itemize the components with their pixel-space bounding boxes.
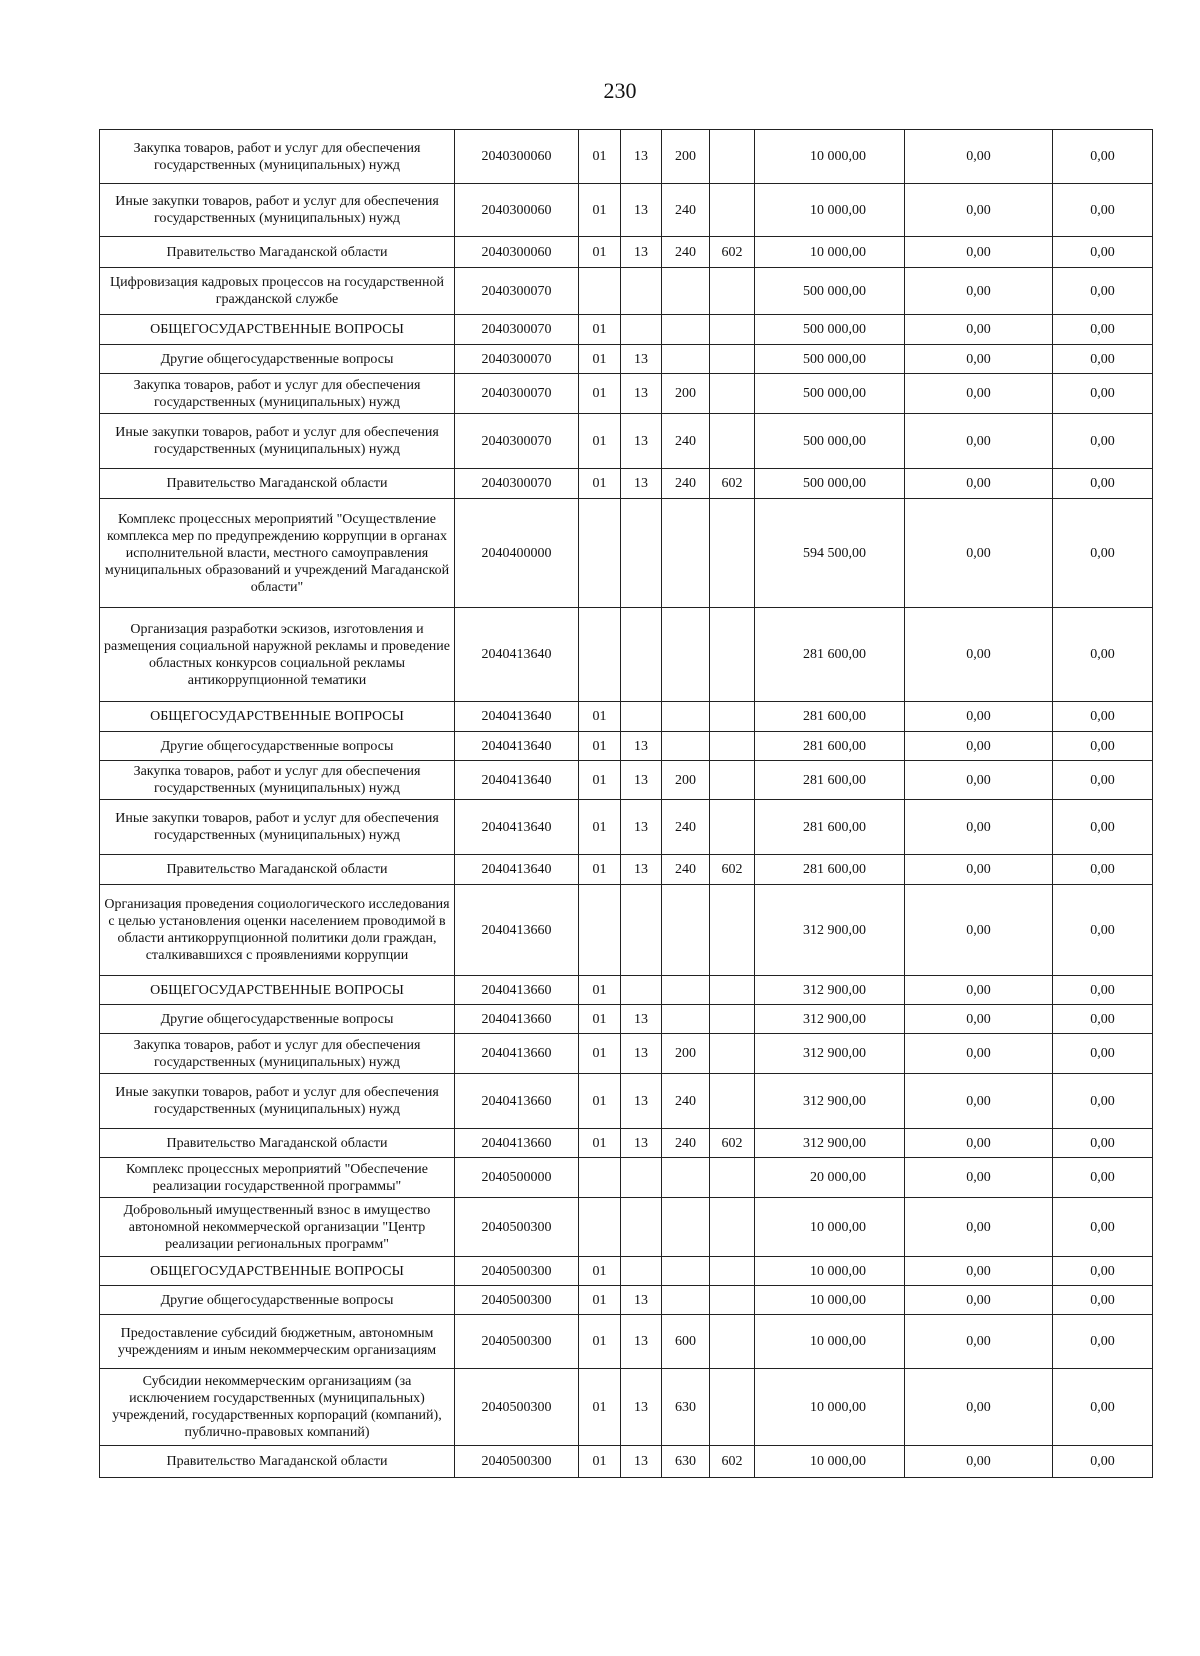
table-row xyxy=(100,976,1153,1005)
row-grbs-cell xyxy=(710,1158,755,1198)
row-grbs-cell: 602 xyxy=(710,855,755,885)
row-amount3-cell: 0,00 xyxy=(1053,1446,1153,1478)
row-expense-type-cell xyxy=(662,268,710,315)
row-expense-type-cell xyxy=(662,1286,710,1315)
row-section-cell: 01 xyxy=(579,732,621,761)
page-number: 230 xyxy=(603,78,637,103)
row-section-cell: 01 xyxy=(579,1286,621,1315)
row-expense-type-cell: 200 xyxy=(662,1034,710,1074)
row-amount-cell: 500 000,00 xyxy=(755,315,905,345)
row-amount2-cell: 0,00 xyxy=(905,976,1053,1005)
table-row xyxy=(100,1257,1153,1286)
row-expense-type-cell xyxy=(662,702,710,732)
row-grbs-cell: 602 xyxy=(710,237,755,268)
row-code-cell: 2040413640 xyxy=(455,608,579,702)
row-subsection-cell: 13 xyxy=(621,1369,662,1446)
row-subsection-cell xyxy=(621,1198,662,1257)
row-amount3-cell: 0,00 xyxy=(1053,1074,1153,1129)
row-subsection-cell: 13 xyxy=(621,1286,662,1315)
row-amount3-cell: 0,00 xyxy=(1053,608,1153,702)
table-row xyxy=(100,374,1153,414)
row-expense-type-cell xyxy=(662,608,710,702)
table-row xyxy=(100,345,1153,374)
row-amount-cell: 10 000,00 xyxy=(755,1198,905,1257)
row-subsection-cell: 13 xyxy=(621,1446,662,1478)
row-amount-cell: 281 600,00 xyxy=(755,732,905,761)
row-amount3-cell: 0,00 xyxy=(1053,1315,1153,1369)
row-expense-type-cell xyxy=(662,976,710,1005)
row-section-cell: 01 xyxy=(579,414,621,469)
row-name-cell: ОБЩЕГОСУДАРСТВЕННЫЕ ВОПРОСЫ xyxy=(100,976,455,1005)
table-row xyxy=(100,499,1153,608)
row-amount3-cell: 0,00 xyxy=(1053,499,1153,608)
row-expense-type-cell xyxy=(662,1158,710,1198)
table-body xyxy=(100,130,1153,1478)
row-subsection-cell xyxy=(621,499,662,608)
row-grbs-cell xyxy=(710,1005,755,1034)
row-grbs-cell xyxy=(710,1198,755,1257)
row-name-cell: Комплекс процессных мероприятий "Осуществление комплекса мер по предупреждению коррупции в органах исполнительной власти, местного самоуправления муниципальных образований и учреждений Магаданской области" xyxy=(100,499,455,608)
row-amount-cell: 500 000,00 xyxy=(755,414,905,469)
row-amount3-cell: 0,00 xyxy=(1053,414,1153,469)
row-grbs-cell xyxy=(710,761,755,800)
row-code-cell: 2040500300 xyxy=(455,1369,579,1446)
row-name-cell: Иные закупки товаров, работ и услуг для обеспечения государственных (муниципальных) нужд xyxy=(100,184,455,237)
row-name-cell: Закупка товаров, работ и услуг для обеспечения государственных (муниципальных) нужд xyxy=(100,761,455,800)
row-section-cell xyxy=(579,1158,621,1198)
row-section-cell: 01 xyxy=(579,237,621,268)
table-row xyxy=(100,702,1153,732)
row-amount3-cell: 0,00 xyxy=(1053,345,1153,374)
row-subsection-cell: 13 xyxy=(621,1074,662,1129)
row-code-cell: 2040300060 xyxy=(455,237,579,268)
row-code-cell: 2040500300 xyxy=(455,1315,579,1369)
row-subsection-cell xyxy=(621,608,662,702)
row-subsection-cell: 13 xyxy=(621,800,662,855)
row-amount3-cell: 0,00 xyxy=(1053,1129,1153,1158)
row-amount2-cell: 0,00 xyxy=(905,1005,1053,1034)
row-name-cell: Правительство Магаданской области xyxy=(100,1446,455,1478)
row-grbs-cell xyxy=(710,702,755,732)
row-expense-type-cell: 240 xyxy=(662,855,710,885)
row-expense-type-cell: 200 xyxy=(662,761,710,800)
row-expense-type-cell xyxy=(662,1257,710,1286)
row-name-cell: Правительство Магаданской области xyxy=(100,1129,455,1158)
row-subsection-cell: 13 xyxy=(621,1034,662,1074)
row-subsection-cell: 13 xyxy=(621,414,662,469)
row-amount-cell: 312 900,00 xyxy=(755,976,905,1005)
row-code-cell: 2040400000 xyxy=(455,499,579,608)
row-grbs-cell xyxy=(710,130,755,184)
row-expense-type-cell: 240 xyxy=(662,237,710,268)
row-amount-cell: 312 900,00 xyxy=(755,885,905,976)
row-amount3-cell: 0,00 xyxy=(1053,1369,1153,1446)
row-code-cell: 2040300070 xyxy=(455,268,579,315)
row-amount-cell: 281 600,00 xyxy=(755,800,905,855)
row-amount2-cell: 0,00 xyxy=(905,345,1053,374)
row-amount2-cell: 0,00 xyxy=(905,800,1053,855)
row-grbs-cell xyxy=(710,374,755,414)
row-amount-cell: 10 000,00 xyxy=(755,1315,905,1369)
row-code-cell: 2040413660 xyxy=(455,976,579,1005)
row-code-cell: 2040500300 xyxy=(455,1257,579,1286)
row-name-cell: Организация разработки эскизов, изготовления и размещения социальной наружной рекламы и проведение областных конкурсов социальной рекламы антикоррупционной тематики xyxy=(100,608,455,702)
row-subsection-cell: 13 xyxy=(621,469,662,499)
row-grbs-cell xyxy=(710,268,755,315)
table-row xyxy=(100,130,1153,184)
row-subsection-cell: 13 xyxy=(621,732,662,761)
table-row xyxy=(100,414,1153,469)
table-row xyxy=(100,1158,1153,1198)
row-grbs-cell xyxy=(710,1074,755,1129)
row-amount3-cell: 0,00 xyxy=(1053,1286,1153,1315)
row-grbs-cell xyxy=(710,885,755,976)
row-name-cell: Закупка товаров, работ и услуг для обеспечения государственных (муниципальных) нужд xyxy=(100,130,455,184)
row-amount3-cell: 0,00 xyxy=(1053,469,1153,499)
row-subsection-cell xyxy=(621,268,662,315)
row-grbs-cell xyxy=(710,608,755,702)
row-amount-cell: 500 000,00 xyxy=(755,345,905,374)
row-expense-type-cell xyxy=(662,345,710,374)
row-name-cell: Комплекс процессных мероприятий "Обеспечение реализации государственной программы" xyxy=(100,1158,455,1198)
row-code-cell: 2040413660 xyxy=(455,1005,579,1034)
row-code-cell: 2040300070 xyxy=(455,414,579,469)
row-expense-type-cell: 200 xyxy=(662,130,710,184)
row-amount2-cell: 0,00 xyxy=(905,1074,1053,1129)
row-amount2-cell: 0,00 xyxy=(905,184,1053,237)
row-section-cell: 01 xyxy=(579,702,621,732)
row-expense-type-cell xyxy=(662,1005,710,1034)
row-grbs-cell xyxy=(710,1257,755,1286)
row-section-cell: 01 xyxy=(579,130,621,184)
row-amount2-cell: 0,00 xyxy=(905,608,1053,702)
row-amount2-cell: 0,00 xyxy=(905,315,1053,345)
row-amount-cell: 594 500,00 xyxy=(755,499,905,608)
row-name-cell: Правительство Магаданской области xyxy=(100,469,455,499)
row-section-cell: 01 xyxy=(579,976,621,1005)
table-row xyxy=(100,1198,1153,1257)
row-expense-type-cell: 630 xyxy=(662,1446,710,1478)
row-code-cell: 2040300070 xyxy=(455,374,579,414)
row-expense-type-cell xyxy=(662,315,710,345)
row-amount2-cell: 0,00 xyxy=(905,1034,1053,1074)
table-row xyxy=(100,885,1153,976)
row-expense-type-cell xyxy=(662,732,710,761)
row-section-cell: 01 xyxy=(579,1034,621,1074)
row-code-cell: 2040413660 xyxy=(455,1034,579,1074)
row-amount3-cell: 0,00 xyxy=(1053,761,1153,800)
row-expense-type-cell xyxy=(662,885,710,976)
row-amount3-cell: 0,00 xyxy=(1053,1034,1153,1074)
row-section-cell: 01 xyxy=(579,1315,621,1369)
budget-table xyxy=(99,129,1153,1478)
row-section-cell: 01 xyxy=(579,345,621,374)
row-section-cell: 01 xyxy=(579,184,621,237)
row-amount2-cell: 0,00 xyxy=(905,469,1053,499)
row-code-cell: 2040413660 xyxy=(455,1074,579,1129)
row-code-cell: 2040300070 xyxy=(455,315,579,345)
row-section-cell: 01 xyxy=(579,1369,621,1446)
table-row xyxy=(100,1074,1153,1129)
row-expense-type-cell: 240 xyxy=(662,184,710,237)
row-name-cell: Закупка товаров, работ и услуг для обеспечения государственных (муниципальных) нужд xyxy=(100,1034,455,1074)
row-amount3-cell: 0,00 xyxy=(1053,374,1153,414)
row-subsection-cell xyxy=(621,885,662,976)
row-amount2-cell: 0,00 xyxy=(905,1315,1053,1369)
row-amount2-cell: 0,00 xyxy=(905,1369,1053,1446)
row-amount-cell: 281 600,00 xyxy=(755,702,905,732)
row-amount3-cell: 0,00 xyxy=(1053,237,1153,268)
row-code-cell: 2040300060 xyxy=(455,130,579,184)
row-name-cell: Другие общегосударственные вопросы xyxy=(100,1286,455,1315)
row-subsection-cell: 13 xyxy=(621,345,662,374)
row-grbs-cell xyxy=(710,1034,755,1074)
row-section-cell xyxy=(579,1198,621,1257)
row-amount-cell: 10 000,00 xyxy=(755,1286,905,1315)
row-section-cell: 01 xyxy=(579,855,621,885)
row-expense-type-cell: 600 xyxy=(662,1315,710,1369)
row-name-cell: Предоставление субсидий бюджетным, автономным учреждениям и иным некоммерческим организациям xyxy=(100,1315,455,1369)
row-amount-cell: 312 900,00 xyxy=(755,1034,905,1074)
row-grbs-cell xyxy=(710,1369,755,1446)
row-amount2-cell: 0,00 xyxy=(905,732,1053,761)
row-name-cell: ОБЩЕГОСУДАРСТВЕННЫЕ ВОПРОСЫ xyxy=(100,315,455,345)
row-section-cell: 01 xyxy=(579,800,621,855)
row-name-cell: Цифровизация кадровых процессов на государственной гражданской службе xyxy=(100,268,455,315)
row-expense-type-cell xyxy=(662,1198,710,1257)
row-expense-type-cell: 240 xyxy=(662,414,710,469)
row-amount2-cell: 0,00 xyxy=(905,374,1053,414)
row-amount2-cell: 0,00 xyxy=(905,414,1053,469)
row-amount-cell: 500 000,00 xyxy=(755,374,905,414)
row-section-cell: 01 xyxy=(579,315,621,345)
row-grbs-cell: 602 xyxy=(710,469,755,499)
row-amount2-cell: 0,00 xyxy=(905,237,1053,268)
row-code-cell: 2040413640 xyxy=(455,761,579,800)
row-name-cell: Субсидии некоммерческим организациям (за исключением государственных (муниципальных) учреждений, государственных корпораций (компаний), публично-правовых компаний) xyxy=(100,1369,455,1446)
table-row xyxy=(100,608,1153,702)
row-amount-cell: 20 000,00 xyxy=(755,1158,905,1198)
row-section-cell: 01 xyxy=(579,1005,621,1034)
row-amount2-cell: 0,00 xyxy=(905,1257,1053,1286)
table-row xyxy=(100,1369,1153,1446)
row-subsection-cell: 13 xyxy=(621,761,662,800)
row-amount3-cell: 0,00 xyxy=(1053,800,1153,855)
row-grbs-cell xyxy=(710,184,755,237)
row-grbs-cell xyxy=(710,800,755,855)
table-row xyxy=(100,1034,1153,1074)
row-code-cell: 2040300070 xyxy=(455,469,579,499)
row-section-cell: 01 xyxy=(579,1129,621,1158)
row-grbs-cell xyxy=(710,1286,755,1315)
row-expense-type-cell: 240 xyxy=(662,469,710,499)
row-subsection-cell: 13 xyxy=(621,184,662,237)
row-name-cell: Другие общегосударственные вопросы xyxy=(100,345,455,374)
row-code-cell: 2040413660 xyxy=(455,885,579,976)
row-grbs-cell xyxy=(710,414,755,469)
row-expense-type-cell: 630 xyxy=(662,1369,710,1446)
row-section-cell: 01 xyxy=(579,1074,621,1129)
row-grbs-cell: 602 xyxy=(710,1129,755,1158)
row-amount3-cell: 0,00 xyxy=(1053,268,1153,315)
row-amount-cell: 10 000,00 xyxy=(755,1369,905,1446)
row-amount2-cell: 0,00 xyxy=(905,130,1053,184)
row-amount2-cell: 0,00 xyxy=(905,702,1053,732)
row-section-cell xyxy=(579,268,621,315)
row-section-cell: 01 xyxy=(579,761,621,800)
row-amount2-cell: 0,00 xyxy=(905,1158,1053,1198)
row-grbs-cell xyxy=(710,976,755,1005)
row-subsection-cell: 13 xyxy=(621,374,662,414)
row-name-cell: Другие общегосударственные вопросы xyxy=(100,1005,455,1034)
row-section-cell xyxy=(579,499,621,608)
row-amount3-cell: 0,00 xyxy=(1053,732,1153,761)
row-section-cell xyxy=(579,885,621,976)
row-name-cell: Добровольный имущественный взнос в имущество автономной некоммерческой организации "Центр реализации региональных программ" xyxy=(100,1198,455,1257)
row-grbs-cell xyxy=(710,732,755,761)
row-subsection-cell: 13 xyxy=(621,237,662,268)
row-amount3-cell: 0,00 xyxy=(1053,1198,1153,1257)
row-subsection-cell: 13 xyxy=(621,855,662,885)
row-amount-cell: 10 000,00 xyxy=(755,130,905,184)
row-amount-cell: 281 600,00 xyxy=(755,855,905,885)
row-amount3-cell: 0,00 xyxy=(1053,976,1153,1005)
row-grbs-cell xyxy=(710,499,755,608)
row-subsection-cell xyxy=(621,315,662,345)
row-amount-cell: 312 900,00 xyxy=(755,1074,905,1129)
row-amount3-cell: 0,00 xyxy=(1053,885,1153,976)
row-subsection-cell xyxy=(621,1257,662,1286)
row-amount-cell: 10 000,00 xyxy=(755,184,905,237)
row-amount-cell: 281 600,00 xyxy=(755,608,905,702)
row-amount2-cell: 0,00 xyxy=(905,1198,1053,1257)
row-amount2-cell: 0,00 xyxy=(905,268,1053,315)
table-row xyxy=(100,761,1153,800)
row-amount-cell: 10 000,00 xyxy=(755,237,905,268)
row-code-cell: 2040413640 xyxy=(455,702,579,732)
row-grbs-cell xyxy=(710,315,755,345)
row-expense-type-cell: 240 xyxy=(662,800,710,855)
row-section-cell: 01 xyxy=(579,1446,621,1478)
table-row xyxy=(100,855,1153,885)
row-amount-cell: 10 000,00 xyxy=(755,1257,905,1286)
row-expense-type-cell xyxy=(662,499,710,608)
row-code-cell: 2040413640 xyxy=(455,732,579,761)
row-subsection-cell: 13 xyxy=(621,130,662,184)
row-amount2-cell: 0,00 xyxy=(905,1286,1053,1315)
row-expense-type-cell: 240 xyxy=(662,1129,710,1158)
row-code-cell: 2040300060 xyxy=(455,184,579,237)
row-grbs-cell xyxy=(710,1315,755,1369)
row-code-cell: 2040413640 xyxy=(455,800,579,855)
row-amount3-cell: 0,00 xyxy=(1053,855,1153,885)
table-row xyxy=(100,1446,1153,1478)
row-name-cell: ОБЩЕГОСУДАРСТВЕННЫЕ ВОПРОСЫ xyxy=(100,1257,455,1286)
table-row xyxy=(100,184,1153,237)
table-row xyxy=(100,732,1153,761)
row-grbs-cell xyxy=(710,345,755,374)
row-expense-type-cell: 200 xyxy=(662,374,710,414)
row-amount3-cell: 0,00 xyxy=(1053,1005,1153,1034)
row-name-cell: Иные закупки товаров, работ и услуг для обеспечения государственных (муниципальных) нужд xyxy=(100,800,455,855)
row-amount2-cell: 0,00 xyxy=(905,499,1053,608)
row-amount3-cell: 0,00 xyxy=(1053,1257,1153,1286)
row-section-cell: 01 xyxy=(579,374,621,414)
row-amount2-cell: 0,00 xyxy=(905,761,1053,800)
row-name-cell: Закупка товаров, работ и услуг для обеспечения государственных (муниципальных) нужд xyxy=(100,374,455,414)
table-row xyxy=(100,315,1153,345)
row-code-cell: 2040300070 xyxy=(455,345,579,374)
table-row xyxy=(100,469,1153,499)
row-section-cell: 01 xyxy=(579,469,621,499)
row-amount2-cell: 0,00 xyxy=(905,885,1053,976)
row-amount2-cell: 0,00 xyxy=(905,1446,1053,1478)
row-name-cell: Иные закупки товаров, работ и услуг для обеспечения государственных (муниципальных) нужд xyxy=(100,1074,455,1129)
row-amount3-cell: 0,00 xyxy=(1053,315,1153,345)
row-code-cell: 2040500300 xyxy=(455,1446,579,1478)
row-grbs-cell: 602 xyxy=(710,1446,755,1478)
table-row xyxy=(100,1315,1153,1369)
row-name-cell: Организация проведения социологического исследования с целью установления оценки населением проводимой в области антикоррупционной политики доли граждан, сталкивавшихся с проявлениями коррупции xyxy=(100,885,455,976)
row-name-cell: Правительство Магаданской области xyxy=(100,237,455,268)
row-name-cell: Правительство Магаданской области xyxy=(100,855,455,885)
row-amount2-cell: 0,00 xyxy=(905,1129,1053,1158)
row-subsection-cell xyxy=(621,1158,662,1198)
row-amount-cell: 312 900,00 xyxy=(755,1005,905,1034)
row-code-cell: 2040413640 xyxy=(455,855,579,885)
row-subsection-cell: 13 xyxy=(621,1005,662,1034)
row-code-cell: 2040500000 xyxy=(455,1158,579,1198)
row-amount3-cell: 0,00 xyxy=(1053,184,1153,237)
row-name-cell: ОБЩЕГОСУДАРСТВЕННЫЕ ВОПРОСЫ xyxy=(100,702,455,732)
table-row xyxy=(100,1286,1153,1315)
row-subsection-cell xyxy=(621,702,662,732)
row-name-cell: Другие общегосударственные вопросы xyxy=(100,732,455,761)
row-subsection-cell: 13 xyxy=(621,1129,662,1158)
row-amount-cell: 281 600,00 xyxy=(755,761,905,800)
table-row xyxy=(100,1005,1153,1034)
row-name-cell: Иные закупки товаров, работ и услуг для обеспечения государственных (муниципальных) нужд xyxy=(100,414,455,469)
row-amount3-cell: 0,00 xyxy=(1053,130,1153,184)
row-amount3-cell: 0,00 xyxy=(1053,1158,1153,1198)
row-subsection-cell xyxy=(621,976,662,1005)
row-subsection-cell: 13 xyxy=(621,1315,662,1369)
row-amount-cell: 500 000,00 xyxy=(755,268,905,315)
table-row xyxy=(100,1129,1153,1158)
table-row xyxy=(100,800,1153,855)
row-expense-type-cell: 240 xyxy=(662,1074,710,1129)
row-code-cell: 2040413660 xyxy=(455,1129,579,1158)
row-section-cell: 01 xyxy=(579,1257,621,1286)
row-amount-cell: 312 900,00 xyxy=(755,1129,905,1158)
row-amount-cell: 500 000,00 xyxy=(755,469,905,499)
row-code-cell: 2040500300 xyxy=(455,1286,579,1315)
row-section-cell xyxy=(579,608,621,702)
row-amount3-cell: 0,00 xyxy=(1053,702,1153,732)
row-amount2-cell: 0,00 xyxy=(905,855,1053,885)
table-row xyxy=(100,268,1153,315)
row-code-cell: 2040500300 xyxy=(455,1198,579,1257)
table-row xyxy=(100,237,1153,268)
row-amount-cell: 10 000,00 xyxy=(755,1446,905,1478)
